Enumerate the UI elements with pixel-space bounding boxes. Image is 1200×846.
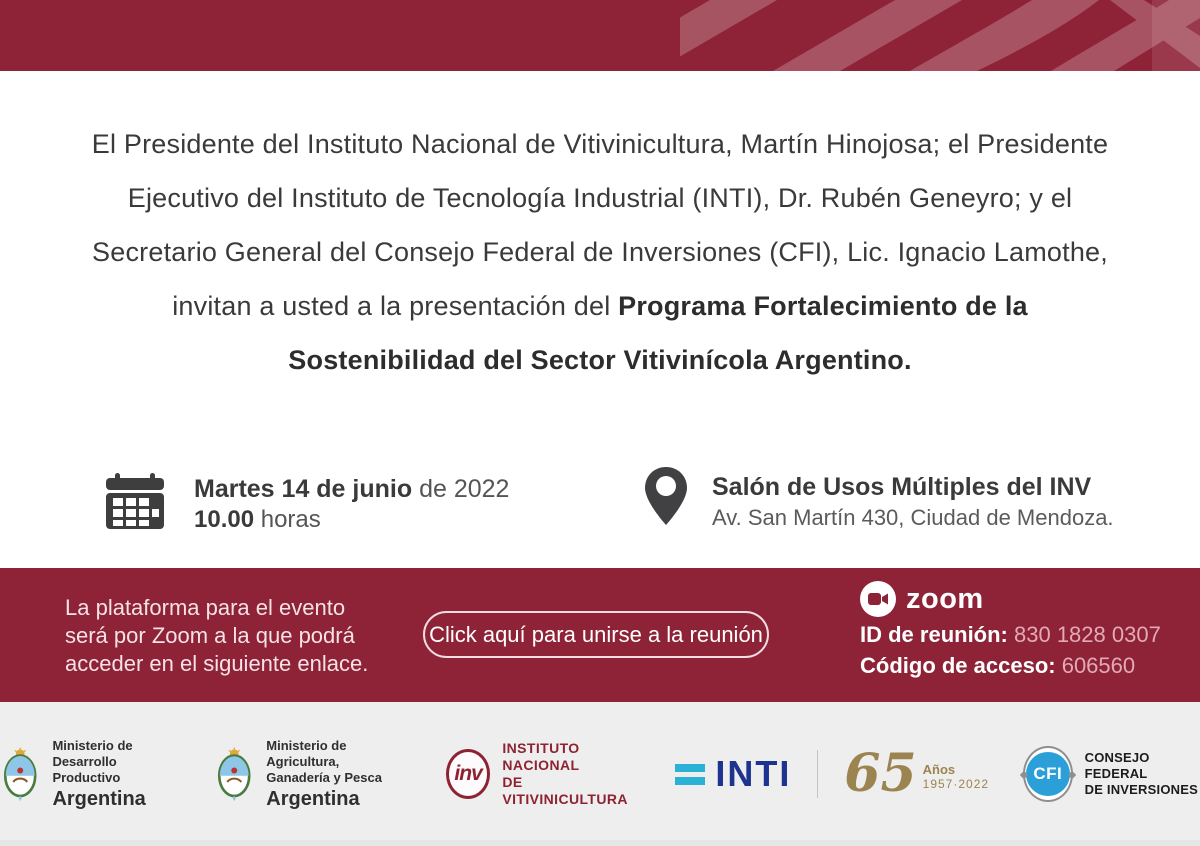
footer-divider	[817, 750, 818, 798]
logo-ministerio-agricultura: Ministerio de Agricultura, Ganadería y Pesca Argentina	[214, 738, 404, 811]
logo-ministerio-desarrollo-productivo: Ministerio de Desarrollo Productivo Argentina	[0, 738, 172, 811]
access-code: Código de acceso: 606560	[860, 653, 1136, 678]
zoom-section	[0, 568, 1200, 702]
cfi-circle-icon: CFI	[1023, 746, 1073, 802]
meeting-id: ID de reunión: 830 1828 0307	[860, 622, 1161, 647]
event-time: 10.00 horas	[194, 506, 321, 533]
program-title-part2: Sostenibilidad del Sector Vitivinícola Argentino.	[288, 345, 912, 375]
header-band	[0, 0, 1200, 71]
venue-name: Salón de Usos Múltiples del INV	[712, 473, 1092, 501]
calendar-icon	[104, 470, 166, 532]
diagonal-stripes-pattern	[680, 0, 1200, 71]
event-date: Martes 14 de junio de 2022	[194, 475, 510, 503]
date-block	[104, 470, 509, 535]
venue-block	[644, 466, 1114, 533]
argentina-coat-of-arms-icon	[214, 743, 254, 805]
logo-65-aniversario: 65 Años 1957·2022	[844, 743, 990, 804]
zoom-meeting-info	[860, 580, 1161, 680]
logo-inv: inv INSTITUTO NACIONAL DE VITIVINICULTURA	[446, 740, 642, 808]
invitation-line-1: El Presidente del Instituto Nacional de Vitivinicultura, Martín Hinojosa; el Presidente	[91, 129, 1109, 159]
logo-inti: INTI	[675, 753, 791, 795]
platform-description: La plataforma para el evento será por Zoom a la que podrá acceder en el siguiente enlace.	[65, 595, 369, 676]
inti-bars-icon	[675, 764, 705, 785]
invitation-text	[55, 117, 1145, 387]
invitation-line-4: invitan a usted a la presentación del Programa Fortalecimiento de la	[172, 291, 1028, 321]
join-meeting-button[interactable]: Click aquí para unirse a la reunión	[423, 611, 769, 658]
zoom-logo	[860, 580, 1161, 618]
inv-circle-icon: inv	[446, 749, 491, 799]
footer-logos-bar	[0, 702, 1200, 846]
zoom-wordmark: zoom	[906, 582, 984, 615]
invitation-line-3: Secretario General del Consejo Federal de Inversiones (CFI), Lic. Ignacio Lamothe,	[92, 237, 1108, 267]
venue-address: Av. San Martín 430, Ciudad de Mendoza.	[712, 505, 1114, 530]
zoom-camera-icon	[860, 581, 896, 617]
argentina-coat-of-arms-icon	[0, 743, 40, 805]
invitation-line-2: Ejecutivo del Instituto de Tecnología Industrial (INTI), Dr. Rubén Geneyro; y el	[127, 183, 1073, 213]
logo-cfi: CFI CONSEJO FEDERAL DE INVERSIONES	[1023, 746, 1200, 802]
location-pin-icon	[644, 466, 688, 526]
program-title-part1: Programa Fortalecimiento de la	[618, 291, 1028, 321]
